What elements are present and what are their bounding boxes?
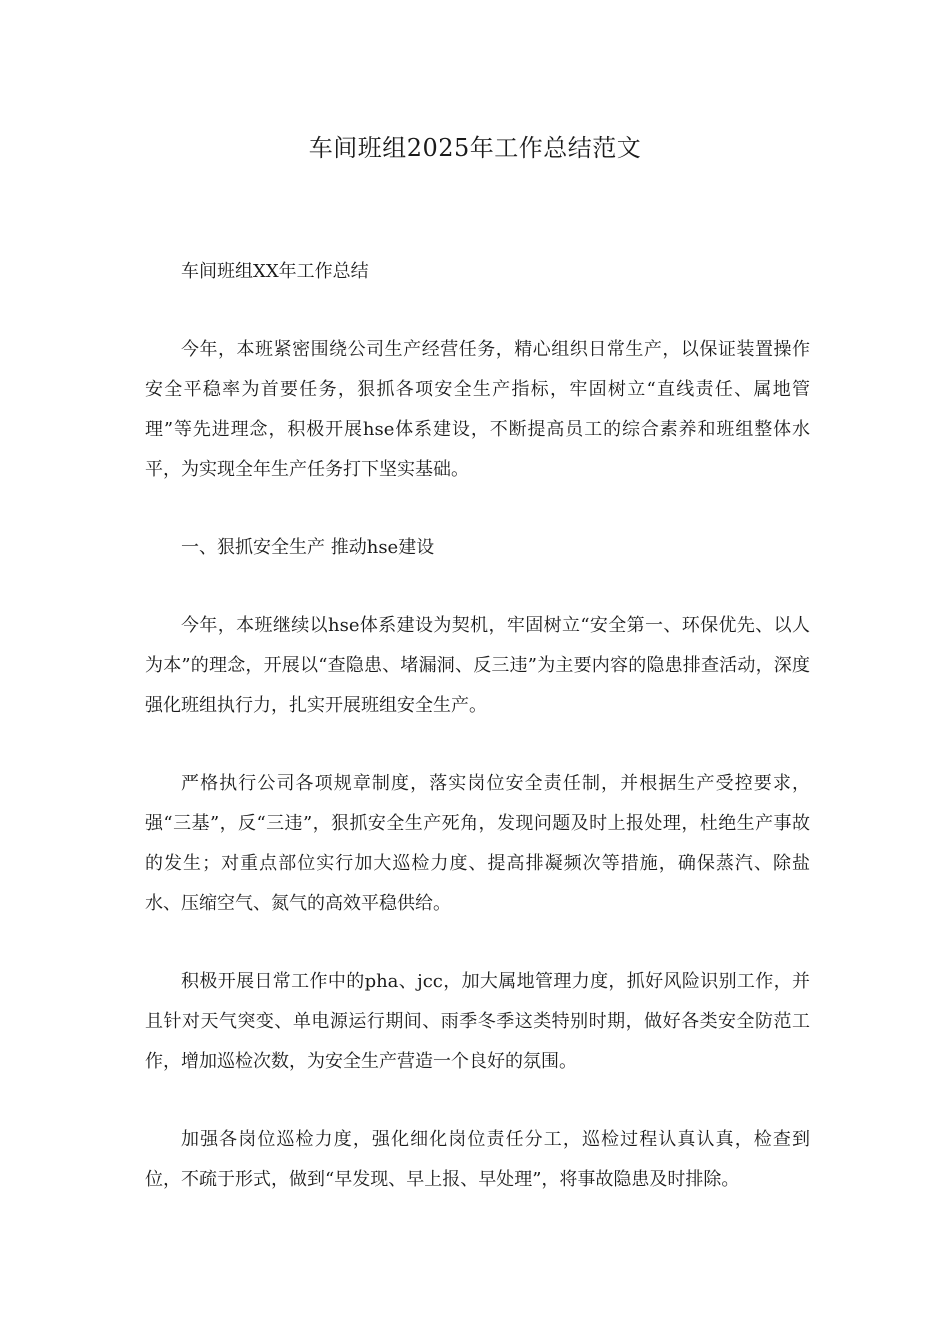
- document-title: 车间班组2025年工作总结范文: [308, 134, 642, 162]
- body-paragraph: 积极开展日常工作中的pha、jcc，加大属地管理力度，抓好风险识别工作，并且针对天气突变、单电源运行期间、雨季冬季这类特别时期，做好各类安全防范工作，增加巡检次数，为安全生产营造一个良好的氛围。: [145, 971, 810, 1072]
- intro-paragraph: 今年，本班紧密围绕公司生产经营任务，精心组织日常生产，以保证装置操作安全平稳率为首要任务，狠抓各项安全生产指标，牢固树立“直线责任、属地管理”等先进理念，积极开展hse体系建设，不断提高员工的综合素养和班组整体水平，为实现全年生产任务打下坚实基础。: [145, 339, 810, 480]
- document-body: [145, 252, 810, 1238]
- body-paragraph: 严格执行公司各项规章制度，落实岗位安全责任制，并根据生产受控要求，强“三基”，反“三违”，狠抓安全生产死角，发现问题及时上报处理，杜绝生产事故的发生；对重点部位实行加大巡检力度、提高排凝频次等措施，确保蒸汽、除盐水、压缩空气、氮气的高效平稳供给。: [145, 773, 810, 914]
- body-paragraph: 加强各岗位巡检力度，强化细化岗位责任分工，巡检过程认真认真，检查到位，不疏于形式，做到“早发现、早上报、早处理”，将事故隐患及时排除。: [145, 1129, 810, 1190]
- subtitle-paragraph: 车间班组XX年工作总结: [181, 261, 369, 282]
- body-paragraph: 今年，本班继续以hse体系建设为契机，牢固树立“安全第一、环保优先、以人为本”的理念，开展以“查隐患、堵漏洞、反三违”为主要内容的隐患排查活动，深度强化班组执行力，扎实开展班组安全生产。: [145, 615, 810, 716]
- section-heading-1: 一、狠抓安全生产 推动hse建设: [181, 537, 435, 558]
